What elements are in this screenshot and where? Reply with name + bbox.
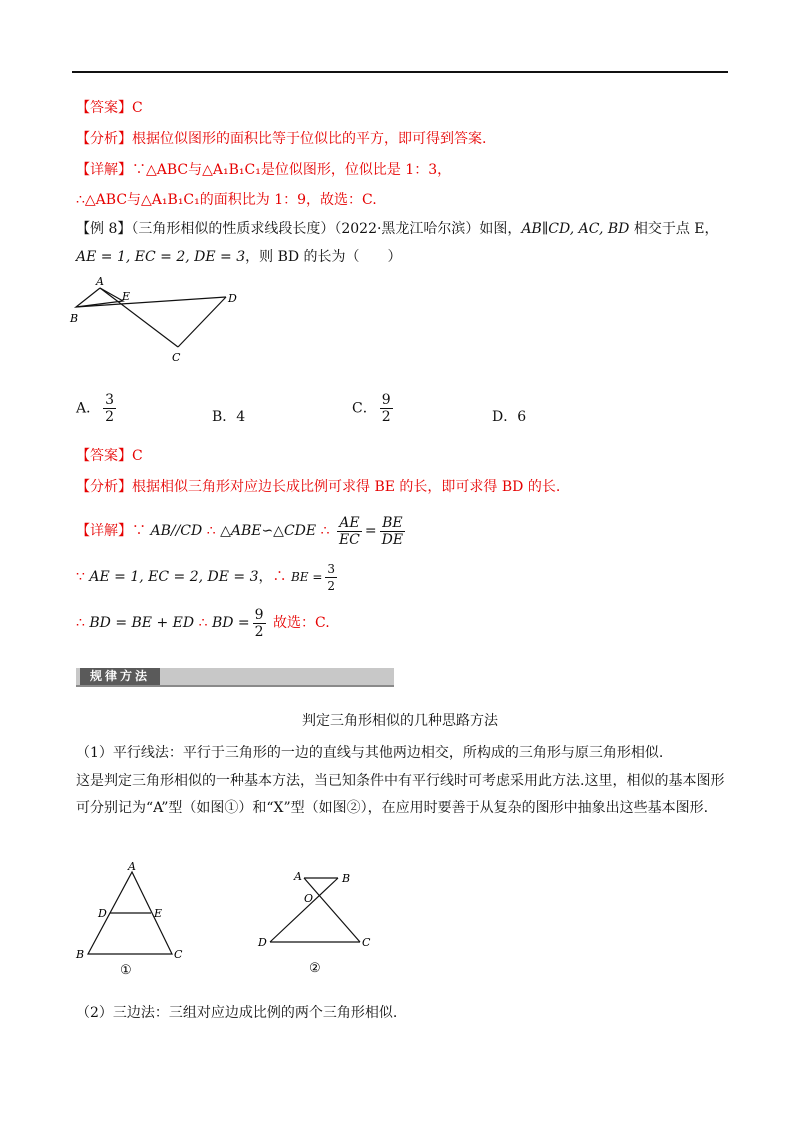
because-symbol: ∵: [132, 523, 146, 539]
segment-ac: [100, 288, 178, 347]
option-d[interactable]: [492, 406, 526, 426]
detail2-line-2: [76, 560, 340, 594]
bd-den: 2: [254, 623, 264, 640]
segment-dc: [178, 297, 226, 347]
analysis-text: 根据位似图形的面积比等于位似比的平方，即可得到答案.: [132, 131, 487, 147]
option-a-denominator: 2: [105, 409, 115, 425]
fig2-label-a: A: [294, 870, 302, 883]
bd-left: BD =: [211, 615, 250, 631]
given-values: AE = 1, EC = 2, DE = 3: [89, 569, 259, 585]
example-condition-2: AE = 1, EC = 2, DE = 3: [76, 249, 246, 265]
section-banner: [76, 668, 394, 687]
option-a-numerator: 3: [105, 392, 115, 408]
example-condition-1-tail: 相交于点 E，: [629, 221, 719, 237]
label-c: C: [172, 351, 181, 364]
detail-line-1: [76, 160, 451, 180]
bd-fraction: [253, 607, 266, 640]
detail2-line-1: 【详解】∵ AB//CD ∴ △ABE∽△CDE ∴ $\frac{AE}{EC}$ = $\frac{BE}{DE}$: [76, 514, 404, 548]
analysis-line-2: [76, 477, 560, 497]
method-paragraph: 这是判定三角形相似的一种基本方法，当已知条件中有平行线时可考虑采用此方法.这里，相似的基本图形可分别记为“A”型（如图①）和“X”型（如图②），在应用时要善于从复杂的图形中抽象出这些基本图形.: [76, 773, 725, 816]
similar-statement: △ABE∽△CDE: [220, 523, 317, 539]
option-b-label: B．4: [212, 409, 246, 425]
ratio-right-den: DE: [381, 531, 404, 548]
option-a-fraction: [103, 392, 116, 425]
option-b[interactable]: [212, 406, 245, 426]
figure-x-type: [254, 862, 384, 990]
fig1-caption: ①: [120, 963, 132, 978]
ratio-left-den: EC: [338, 531, 360, 548]
example-condition-1: AB∥CD, AC, BD: [521, 221, 630, 237]
fig1-label-e: E: [154, 907, 163, 920]
example-label: 【例 8】（三角形相似的性质求线段长度）（2022·黑龙江哈尔滨）如图，: [76, 221, 522, 237]
example-question: [76, 247, 402, 267]
because-symbol-2: ∵: [76, 569, 85, 585]
therefore-symbol-4: ∴: [76, 615, 85, 631]
ratio-right-num: BE: [380, 515, 405, 532]
be-fraction: [325, 561, 337, 594]
therefore-symbol-5: ∴: [198, 615, 208, 631]
therefore-symbol: ∴: [206, 523, 216, 539]
option-d-label: D．6: [492, 409, 527, 425]
example-header: [76, 219, 719, 239]
fig2-label-d: D: [258, 936, 267, 949]
analysis-text-2: 根据相似三角形对应边长成比例可求得 BE 的长，即可求得 BD 的长.: [132, 479, 561, 495]
method-item-2: （2）三边法：三组对应边成比例的两个三角形相似.: [76, 1005, 398, 1021]
be-num: 3: [327, 561, 336, 576]
detail-text-1: ∵△ABC与△A₁B₁C₁是位似图形，位似比是 1：3，: [132, 162, 452, 178]
answer-line-2: [76, 446, 143, 466]
option-c-label: C．: [352, 400, 377, 417]
detail-tag-2: 【详解】: [76, 523, 132, 539]
analysis-tag: 【分析】: [76, 131, 132, 147]
option-a-label: A．: [76, 400, 101, 417]
answer-value-2: C: [132, 448, 143, 464]
answer-line-1: [76, 98, 143, 118]
label-a: A: [96, 275, 104, 288]
fig2-label-c: C: [362, 936, 371, 949]
be-left: BE =: [290, 570, 323, 584]
detail-text-2: ∴△ABC与△A₁B₁C₁的面积比为 1：9，故选：C.: [76, 192, 377, 208]
analysis-tag-2: 【分析】: [76, 479, 132, 495]
example-question-text: ，则 BD 的长为（ ）: [245, 249, 402, 265]
label-d: D: [228, 292, 237, 305]
ratio-right: [380, 515, 405, 548]
analysis-line-1: [76, 129, 486, 149]
label-e: E: [122, 290, 131, 303]
detail-line-2: [76, 190, 377, 210]
option-a[interactable]: [76, 392, 119, 425]
fig2-label-o: O: [304, 892, 314, 905]
bd-num: 9: [254, 606, 264, 623]
section-banner-label: 规律方法: [80, 668, 160, 685]
detail2-line-3: [76, 606, 330, 640]
therefore-symbol-3: ∴: [272, 569, 287, 585]
conclusion: 故选：C.: [273, 615, 330, 631]
detail-tag: 【详解】: [76, 162, 132, 178]
sum-statement: BD = BE + ED: [89, 615, 195, 631]
comma: ，: [258, 569, 273, 585]
ratio-left-num: AE: [337, 515, 362, 532]
option-c-numerator: 9: [381, 392, 391, 408]
answer-tag: 【答案】: [76, 100, 132, 116]
segment-bd: [270, 878, 338, 942]
fig2-label-b: B: [342, 872, 351, 885]
fig1-label-b: B: [76, 948, 85, 961]
header-rule: [72, 71, 728, 73]
ratio-left: [337, 515, 362, 548]
figure-a-type: [70, 862, 190, 990]
fig2-caption: ②: [309, 961, 321, 976]
option-c-fraction: [380, 392, 393, 425]
segment-ac: [304, 878, 360, 942]
answer-value: C: [132, 100, 143, 116]
fig1-label-a: A: [128, 862, 136, 873]
option-c[interactable]: [352, 392, 396, 425]
option-c-denominator: 2: [381, 409, 391, 425]
example-figure: [66, 272, 266, 368]
fig1-label-c: C: [174, 948, 183, 961]
label-b: B: [70, 312, 79, 325]
therefore-symbol-2: ∴: [320, 523, 330, 539]
parallel-statement: AB//CD: [150, 523, 203, 539]
method-title: 判定三角形相似的几种思路方法: [302, 713, 498, 729]
segment-bd: [76, 297, 226, 307]
method-item-1: （1）平行线法：平行于三角形的一边的直线与其他两边相交，所构成的三角形与原三角形相似.: [76, 745, 664, 761]
answer-tag-2: 【答案】: [76, 448, 132, 464]
fig1-label-d: D: [98, 907, 107, 920]
be-den: 2: [327, 578, 336, 593]
